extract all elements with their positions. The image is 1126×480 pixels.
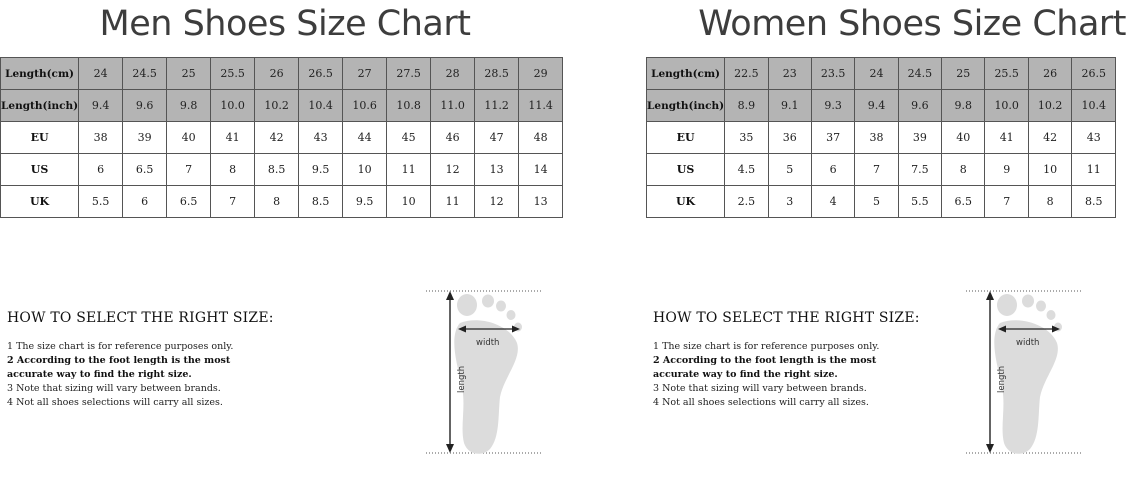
table-cell: 23 xyxy=(768,58,811,90)
guide-item: accurate way to find the right size. xyxy=(653,369,838,380)
table-row xyxy=(1,122,563,154)
table-row xyxy=(1,90,563,122)
guide-heading: HOW TO SELECT THE RIGHT SIZE: xyxy=(7,310,274,326)
table-cell: 36 xyxy=(768,122,811,154)
table-cell: 6.5 xyxy=(123,154,167,186)
table-cell: 10.0 xyxy=(211,90,255,122)
table-row xyxy=(647,186,1116,218)
table-cell: 48 xyxy=(519,122,563,154)
table-cell: 44 xyxy=(343,122,387,154)
table-cell: 25.5 xyxy=(985,58,1028,90)
table-cell: 7 xyxy=(211,186,255,218)
row-label: EU xyxy=(647,122,725,154)
table-cell: 8 xyxy=(211,154,255,186)
women-size-chart-panel xyxy=(646,0,1126,480)
table-cell: 10.8 xyxy=(387,90,431,122)
table-cell: 37 xyxy=(811,122,854,154)
table-cell: 9.6 xyxy=(123,90,167,122)
table-cell: 7 xyxy=(167,154,211,186)
table-cell: 10.4 xyxy=(299,90,343,122)
table-cell: 6 xyxy=(123,186,167,218)
table-cell: 9.5 xyxy=(299,154,343,186)
guide-list xyxy=(7,340,367,410)
table-cell: 9.6 xyxy=(898,90,941,122)
table-cell: 40 xyxy=(942,122,985,154)
table-cell: 35 xyxy=(725,122,768,154)
table-cell: 8 xyxy=(942,154,985,186)
guide-item: 3 Note that sizing will vary between brands. xyxy=(7,383,221,394)
table-cell: 9.8 xyxy=(942,90,985,122)
table-cell: 7.5 xyxy=(898,154,941,186)
foot-measure-diagram xyxy=(964,287,1092,457)
table-cell: 8 xyxy=(255,186,299,218)
table-cell: 22.5 xyxy=(725,58,768,90)
table-cell: 38 xyxy=(79,122,123,154)
table-cell: 12 xyxy=(475,186,519,218)
guide-item: accurate way to find the right size. xyxy=(7,369,192,380)
table-cell: 14 xyxy=(519,154,563,186)
table-cell: 24.5 xyxy=(898,58,941,90)
guide-item: 4 Not all shoes selections will carry all sizes. xyxy=(7,397,223,408)
table-cell: 10.0 xyxy=(985,90,1028,122)
table-cell: 2.5 xyxy=(725,186,768,218)
foot-measure-diagram xyxy=(424,287,552,457)
row-label: Length(inch) xyxy=(647,90,725,122)
table-cell: 39 xyxy=(898,122,941,154)
table-cell: 8 xyxy=(1028,186,1071,218)
table-cell: 25.5 xyxy=(211,58,255,90)
table-cell: 10 xyxy=(387,186,431,218)
guide-item: 4 Not all shoes selections will carry all sizes. xyxy=(653,397,869,408)
table-cell: 24 xyxy=(79,58,123,90)
table-cell: 3 xyxy=(768,186,811,218)
row-label: Length(inch) xyxy=(1,90,79,122)
table-cell: 11.4 xyxy=(519,90,563,122)
table-cell: 6.5 xyxy=(167,186,211,218)
table-cell: 10 xyxy=(343,154,387,186)
guide-item: 1 The size chart is for reference purposes only. xyxy=(7,341,234,352)
table-row xyxy=(1,58,563,90)
men-chart-title: Men Shoes Size Chart xyxy=(99,4,471,44)
table-cell: 13 xyxy=(475,154,519,186)
table-cell: 42 xyxy=(1028,122,1071,154)
table-cell: 4 xyxy=(811,186,854,218)
table-cell: 38 xyxy=(855,122,898,154)
row-label: Length(cm) xyxy=(647,58,725,90)
row-label: Length(cm) xyxy=(1,58,79,90)
table-cell: 8.5 xyxy=(1072,186,1116,218)
guide-item: 2 According to the foot length is the most xyxy=(653,355,877,366)
men-size-guide xyxy=(7,310,367,410)
table-cell: 11.0 xyxy=(431,90,475,122)
width-label: width xyxy=(476,338,500,348)
women-size-guide xyxy=(653,310,1013,410)
table-cell: 9.4 xyxy=(855,90,898,122)
table-row xyxy=(1,154,563,186)
table-cell: 40 xyxy=(167,122,211,154)
table-cell: 10.6 xyxy=(343,90,387,122)
table-row xyxy=(647,58,1116,90)
table-cell: 42 xyxy=(255,122,299,154)
women-size-table xyxy=(646,57,1116,218)
table-cell: 4.5 xyxy=(725,154,768,186)
row-label: US xyxy=(647,154,725,186)
table-cell: 6 xyxy=(79,154,123,186)
table-row xyxy=(1,186,563,218)
table-cell: 24.5 xyxy=(123,58,167,90)
table-cell: 9.3 xyxy=(811,90,854,122)
table-cell: 11 xyxy=(1072,154,1116,186)
table-cell: 25 xyxy=(167,58,211,90)
table-row xyxy=(647,122,1116,154)
length-label: length xyxy=(997,365,1007,393)
table-cell: 26.5 xyxy=(299,58,343,90)
table-cell: 45 xyxy=(387,122,431,154)
table-cell: 41 xyxy=(211,122,255,154)
table-cell: 43 xyxy=(1072,122,1116,154)
table-cell: 5.5 xyxy=(79,186,123,218)
table-cell: 28 xyxy=(431,58,475,90)
men-size-table xyxy=(0,57,563,218)
guide-item: 2 According to the foot length is the most xyxy=(7,355,231,366)
table-cell: 8.5 xyxy=(255,154,299,186)
row-label: UK xyxy=(1,186,79,218)
table-cell: 6.5 xyxy=(942,186,985,218)
table-cell: 10.4 xyxy=(1072,90,1116,122)
table-cell: 5 xyxy=(855,186,898,218)
row-label: EU xyxy=(1,122,79,154)
table-cell: 10.2 xyxy=(1028,90,1071,122)
table-cell: 11.2 xyxy=(475,90,519,122)
table-cell: 10 xyxy=(1028,154,1071,186)
table-cell: 5 xyxy=(768,154,811,186)
table-cell: 25 xyxy=(942,58,985,90)
table-cell: 10.2 xyxy=(255,90,299,122)
foot-icon xyxy=(964,287,1092,457)
table-cell: 8.9 xyxy=(725,90,768,122)
table-cell: 13 xyxy=(519,186,563,218)
table-cell: 26 xyxy=(255,58,299,90)
table-cell: 26 xyxy=(1028,58,1071,90)
table-cell: 9.4 xyxy=(79,90,123,122)
table-row xyxy=(647,154,1116,186)
table-cell: 39 xyxy=(123,122,167,154)
table-cell: 12 xyxy=(431,154,475,186)
table-cell: 9.8 xyxy=(167,90,211,122)
table-cell: 46 xyxy=(431,122,475,154)
table-cell: 11 xyxy=(431,186,475,218)
table-cell: 6 xyxy=(811,154,854,186)
table-cell: 28.5 xyxy=(475,58,519,90)
guide-list xyxy=(653,340,1013,410)
row-label: UK xyxy=(647,186,725,218)
table-cell: 23.5 xyxy=(811,58,854,90)
women-chart-title: Women Shoes Size Chart xyxy=(698,4,1126,44)
table-cell: 11 xyxy=(387,154,431,186)
guide-item: 1 The size chart is for reference purposes only. xyxy=(653,341,880,352)
table-cell: 7 xyxy=(985,186,1028,218)
table-cell: 5.5 xyxy=(898,186,941,218)
table-cell: 7 xyxy=(855,154,898,186)
table-cell: 29 xyxy=(519,58,563,90)
table-cell: 9.5 xyxy=(343,186,387,218)
guide-item: 3 Note that sizing will vary between brands. xyxy=(653,383,867,394)
table-cell: 9.1 xyxy=(768,90,811,122)
row-label: US xyxy=(1,154,79,186)
table-cell: 27 xyxy=(343,58,387,90)
foot-icon xyxy=(424,287,552,457)
table-cell: 26.5 xyxy=(1072,58,1116,90)
width-label: width xyxy=(1016,338,1040,348)
table-cell: 9 xyxy=(985,154,1028,186)
table-cell: 41 xyxy=(985,122,1028,154)
table-cell: 47 xyxy=(475,122,519,154)
table-cell: 43 xyxy=(299,122,343,154)
table-cell: 8.5 xyxy=(299,186,343,218)
length-label: length xyxy=(457,365,467,393)
table-row xyxy=(647,90,1116,122)
table-cell: 24 xyxy=(855,58,898,90)
table-cell: 27.5 xyxy=(387,58,431,90)
guide-heading: HOW TO SELECT THE RIGHT SIZE: xyxy=(653,310,920,326)
